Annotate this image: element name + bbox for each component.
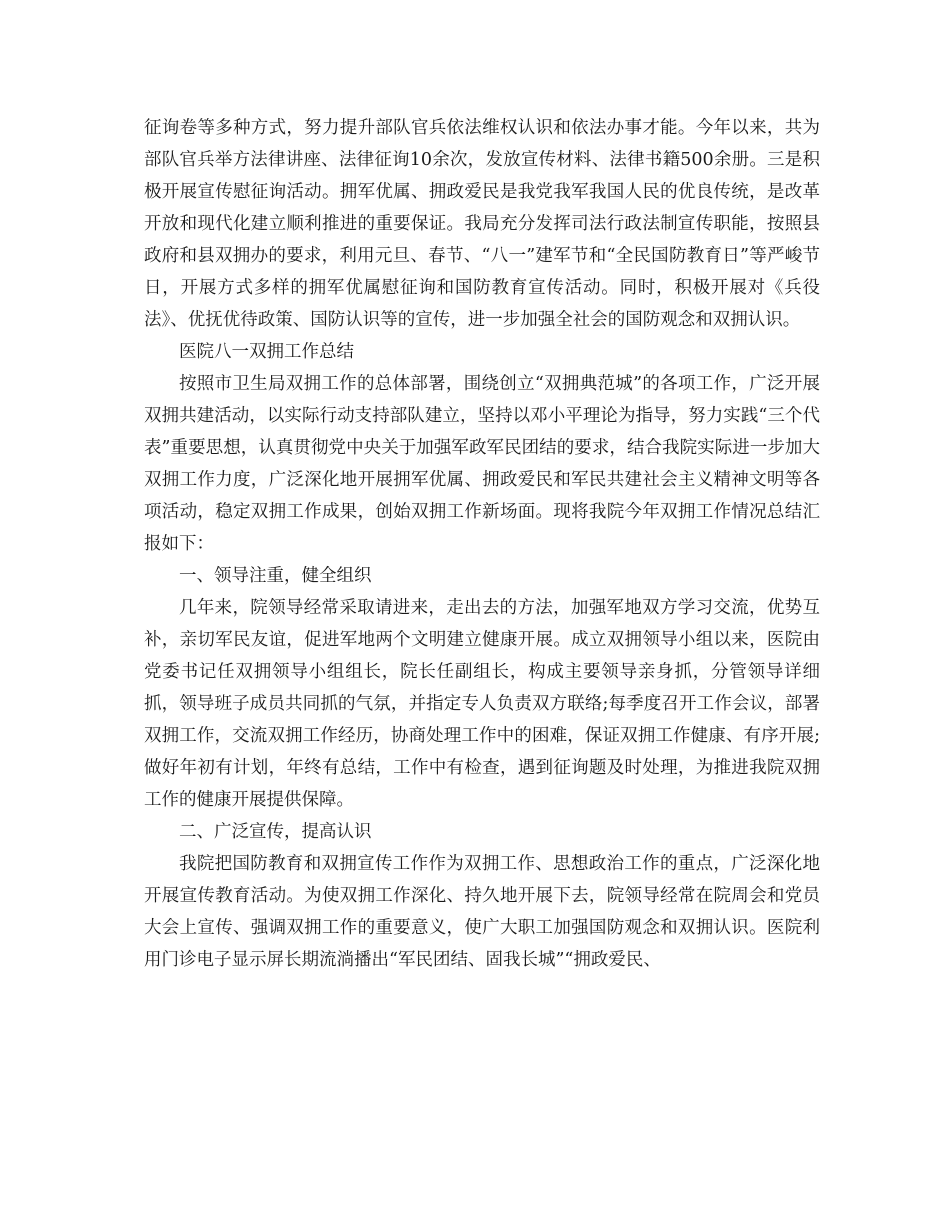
paragraph-intro: 按照市卫生局双拥工作的总体部署，围绕创立“双拥典范城”的各项工作，广泛开展双拥共建活动，以实际行动支持部队建立，坚持以邓小平理论为指导，努力实践“三个代表”重要思想，认真贯彻党中央关于加强军政军民团结的要求，结合我院实际进一步加大双拥工作力度，广泛深化地开展拥军优属、拥政爱民和军民共建社会主义精神文明等各项活动，稳定双拥工作成果，创始双拥工作新场面。现将我院今年双拥工作情况总结汇报如下： — [144, 374, 820, 554]
paragraph-continuation: 征询卷等多种方式，努力提升部队官兵依法维权认识和依法办事才能。今年以来，共为部队官兵举方法律讲座、法律征询10余次，发放宣传材料、法律书籍500余册。三是积极开展宣传慰征询活动。拥军优属、拥政爱民是我党我军我国人民的优良传统，是改革开放和现代化建立顺利推进的重要保证。我局充分发挥司法行政法制宣传职能，按照县政府和县双拥办的要求，利用元旦、春节、“八一”建军节和“全民国防教育日”等严峻节日，开展方式多样的拥军优属慰征询和国防教育宣传活动。同时，积极开展对《兵役法》、优抚优待政策、国防认识等的宣传，进一步加强全社会的国防观念和双拥认识。 — [144, 118, 820, 330]
section-title: 医院八一双拥工作总结 — [179, 342, 354, 362]
heading-publicity: 二、广泛宣传，提高认识 — [179, 822, 372, 842]
paragraph-publicity: 我院把国防教育和双拥宣传工作作为双拥工作、思想政治工作的重点，广泛深化地开展宣传教育活动。为使双拥工作深化、持久地开展下去，院领导经常在院周会和党员大会上宣传、强调双拥工作的重要意义，使广大职工加强国防观念和双拥认识。医院利用门诊电子显示屏长期流淌播出“军民团结、固我长城”“拥政爱民、 — [144, 854, 820, 970]
heading-leadership: 一、领导注重，健全组织 — [179, 566, 372, 586]
document-body — [144, 112, 820, 976]
paragraph-leadership: 几年来，院领导经常采取请进来，走出去的方法，加强军地双方学习交流，优势互补，亲切军民友谊，促进军地两个文明建立健康开展。成立双拥领导小组以来，医院由党委书记任双拥领导小组组长，院长任副组长，构成主要领导亲身抓，分管领导详细抓，领导班子成员共同抓的气氛，并指定专人负责双方联络;每季度召开工作会议，部署双拥工作，交流双拥工作经历，协商处理工作中的困难，保证双拥工作健康、有序开展;做好年初有计划，年终有总结，工作中有检查，遇到征询题及时处理，为推进我院双拥工作的健康开展提供保障。 — [144, 598, 820, 810]
